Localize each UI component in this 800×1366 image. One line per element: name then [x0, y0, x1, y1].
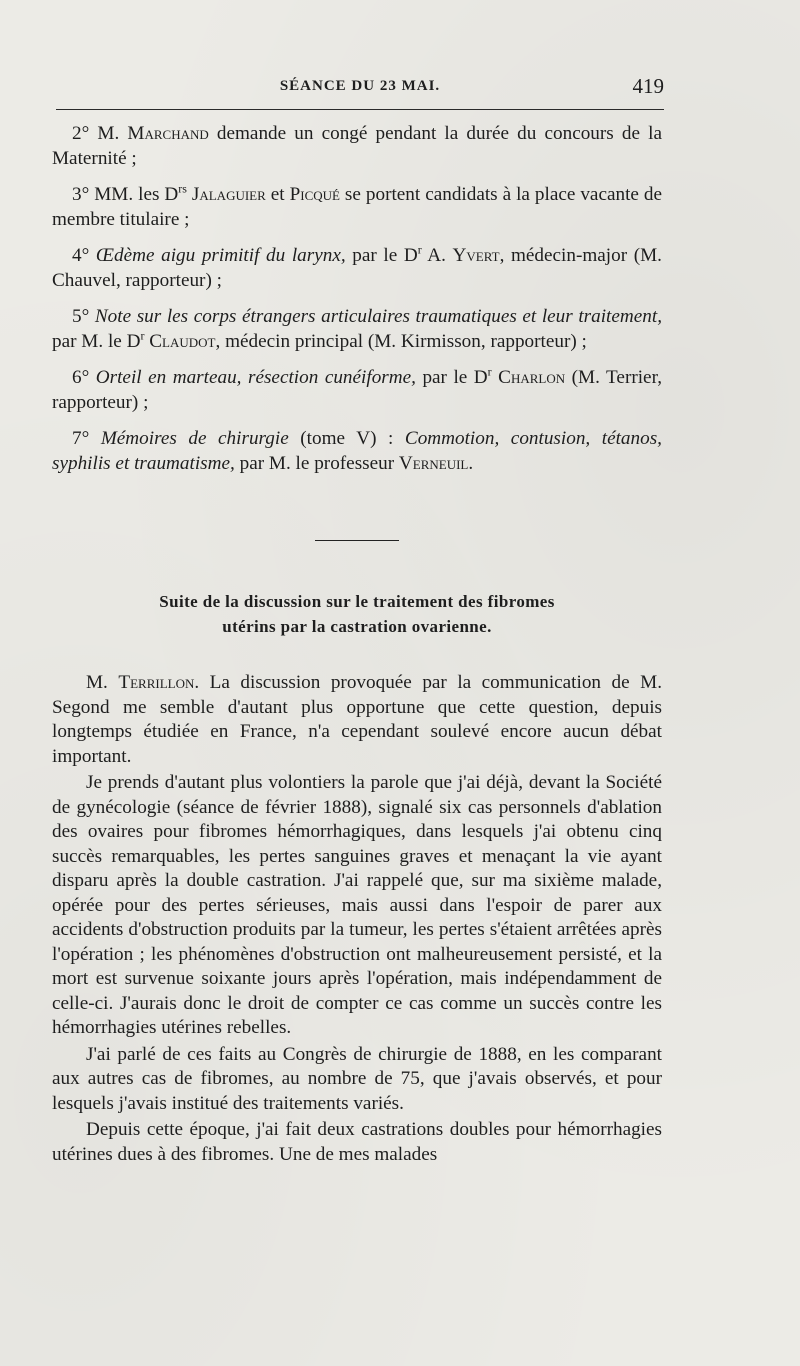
list-item-2: 2° M. Marchand demande un congé pendant la durée du concours de la Maternité ; — [52, 123, 662, 169]
author-name: Yvert — [452, 245, 500, 266]
author-name: Verneuil — [398, 452, 469, 474]
work-title: Œdème aigu primitif du larynx, — [95, 245, 346, 266]
author-name: Charlon — [498, 367, 566, 388]
paragraph: M. Terrillon. La discussion provoquée par la communication de M. Segond me semble d'autant plus opportune que cette question, depuis longtemps étudiée en France, n'a cependant soulevé encore aucun débat important. — [52, 672, 662, 767]
list-item-7: 7° Mémoires de chirurgie (tome V) : Commotion, contusion, tétanos, syphilis et traumatisme, par M. le professeur Verneuil. — [52, 428, 662, 474]
work-title: Note sur les corps étrangers articulaires traumatiques et leur traitement, — [94, 306, 662, 327]
section-divider — [315, 540, 399, 541]
list-item-5: 5° Note sur les corps étrangers articulaires traumatiques et leur traitement, par M. le $D^r$ Claudot, médecin principal (M. Kirmisson, rapporteur) ; — [52, 306, 662, 352]
author-name: Picqué — [289, 184, 340, 205]
work-title: Orteil en marteau, résection cunéiforme, — [95, 367, 416, 388]
running-header — [56, 74, 664, 104]
author-name: Claudot — [149, 330, 216, 352]
header-title: SÉANCE DU 23 MAI. — [279, 78, 441, 94]
work-title: Mémoires de chirurgie — [100, 428, 289, 449]
author-name: Jalaguier — [191, 184, 266, 205]
paragraph: J'ai parlé de ces faits au Congrès de chirurgie de 1888, en les comparant aux autres cas de fibromes, au nombre de 75, que j'avais observés, et pour lesquels j'avais institué des traitements variés. — [52, 1043, 662, 1114]
list-item-4: 4° Œdème aigu primitif du larynx, par le $D^r$ A. Yvert, médecin-major (M. Chauvel, rapporteur) ; — [52, 242, 662, 291]
paragraph: Depuis cette époque, j'ai fait deux castrations doubles pour hémorrhagies utérines dues à des fibromes. Une de mes malades — [52, 1119, 662, 1165]
list-item-3: 3° MM. les $D^{rs}$ Jalaguier et Picqué se portent candidats à la place vacante de membre titulaire ; — [52, 181, 662, 230]
list-item-6: 6° Orteil en marteau, résection cunéiforme, par le $D^r$ Charlon (M. Terrier, rapporteur) ; — [52, 364, 662, 413]
page-number: 419 — [632, 74, 664, 98]
author-name: Marchand — [127, 123, 209, 144]
section-title: Suite de la discussion sur le traitement des fibromes utérins par la castration ovarienne. — [159, 592, 555, 636]
work-title: Commotion, contusion, tétanos, syphilis et traumatisme, — [52, 428, 662, 474]
speaker-name: Terrillon — [118, 672, 195, 693]
paragraph: Je prends d'autant plus volontiers la parole que j'ai déjà, devant la Société de gynécologie (séance de février 1888), signalé six cas personnels d'ablation des ovaires pour fibromes hémorrhagiques, dans lesquels j'ai obtenu cinq succès remarquables, les pertes sanguines graves et menaçant la vie ayant disparu après la double castration. J'ai rappelé que, sur ma sixième malade, opérée pour des pertes sérieuses, mais aussi dans l'espoir de parer aux accidents d'obstruction produits par la tumeur, les pertes s'étaient arrêtées après l'opération ; les phénomènes d'obstruction ont malheureusement persisté, et la mort est survenue soixante jours après l'opération, mais indépendamment de celle-ci. J'aurais donc le droit de compter ce cas comme un succès contre les hémorrhagies utérines rebelles. — [52, 772, 662, 1038]
header-rule — [56, 109, 664, 110]
page-body — [52, 122, 662, 1167]
